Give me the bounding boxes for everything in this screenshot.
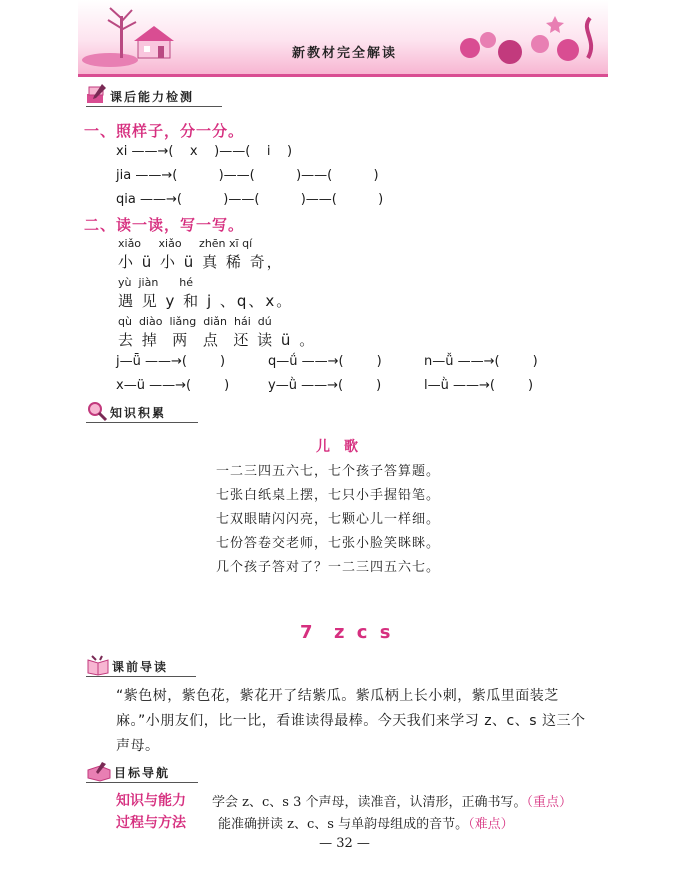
section-title-goals: 目标导航 [114, 766, 171, 780]
preview-line-3: 声母。 [116, 738, 160, 754]
section-title-preview: 课前导读 [112, 660, 169, 674]
book-pen-icon [86, 760, 112, 782]
section-underline [86, 782, 198, 783]
section-title-knowledge: 知识积累 [110, 406, 167, 420]
q2-line-1: 小 ü 小 ü 真 稀 奇， [118, 253, 284, 271]
poem-line-4: 七份答卷交老师，七张小脸笑眯眯。 [216, 536, 441, 551]
flowers-decoration-icon [440, 10, 610, 70]
key-point-badge: （重点） [526, 795, 572, 810]
q2-pinyin-3: qù diào liǎng diǎn hái dú [118, 315, 272, 328]
page-number: — 32 — [319, 836, 370, 851]
q2-exercise-2: q—ǘ ——→( ) [268, 354, 382, 369]
q2-pinyin-2: yù jiàn hé [118, 276, 194, 289]
q1-row-3: qia ——→( )——( )——( ) [116, 192, 384, 207]
q2-pinyin-1: xiǎo xiǎo zhēn xī qí [118, 237, 253, 250]
preview-line-2: 麻。”小朋友们，比一比，看谁读得最棒。今天我们来学习 z、c、s 这三个 [116, 713, 586, 729]
poem-title: 儿歌 [316, 439, 372, 455]
q2-exercise-4: x—ü ——→( ) [116, 378, 230, 393]
poem-line-2: 七张白纸桌上摆，七只小手握铅笔。 [216, 488, 441, 503]
section-underline [86, 676, 196, 677]
preview-line-1: “紫色树，紫色花，紫花开了结紫瓜。紫瓜柄上长小刺，紫瓜里面装芝 [116, 688, 559, 704]
q2-exercise-3: n—ǚ ——→( ) [424, 354, 538, 369]
goal-text-knowledge [212, 791, 572, 810]
q2-exercise-6: l—ǜ ——→( ) [424, 378, 534, 393]
section-title-after-class: 课后能力检测 [110, 90, 195, 104]
header-title: 新教材完全解读 [291, 46, 397, 61]
lesson-title: 7 z c s [300, 622, 394, 643]
q2-exercise-5: y—ǜ ——→( ) [268, 378, 382, 393]
goal-label-knowledge: 知识与能力 [116, 793, 186, 809]
section-underline [86, 106, 222, 107]
difficulty-badge: （难点） [468, 817, 514, 832]
poem-line-5: 几个孩子答对了？一二三四五六七。 [216, 560, 441, 575]
goal-label-process: 过程与方法 [116, 815, 186, 831]
goal-text-process [218, 813, 514, 832]
question-2-title: 二、读一读，写一写。 [84, 216, 245, 234]
goal-text-knowledge-body: 学会 z、c、s 3 个声母，读准音，认清形，正确书写。 [212, 795, 527, 810]
poem-line-3: 七双眼睛闪闪亮，七颗心儿一样细。 [216, 512, 441, 527]
question-1-title: 一、照样子，分一分。 [84, 122, 245, 140]
q2-exercise-1: j—ǖ ——→( ) [116, 354, 226, 369]
q1-row-2: jia ——→( )——( )——( ) [116, 168, 379, 183]
section-underline [86, 422, 198, 423]
q2-line-2: 遇 见 y 和 j 、q、x。 [118, 292, 294, 310]
goal-text-process-body: 能准确拼读 z、c、s 与单韵母组成的音节。 [218, 817, 469, 832]
open-book-icon [86, 654, 110, 676]
book-stack-icon [84, 82, 108, 106]
magnifier-icon [86, 400, 108, 422]
q2-line-3: 去 掉 两 点 还 读 ü 。 [118, 331, 317, 349]
q1-row-1: xi ——→( x )——( i ) [116, 144, 293, 159]
poem-line-1: 一二三四五六七，七个孩子答算题。 [216, 464, 441, 479]
